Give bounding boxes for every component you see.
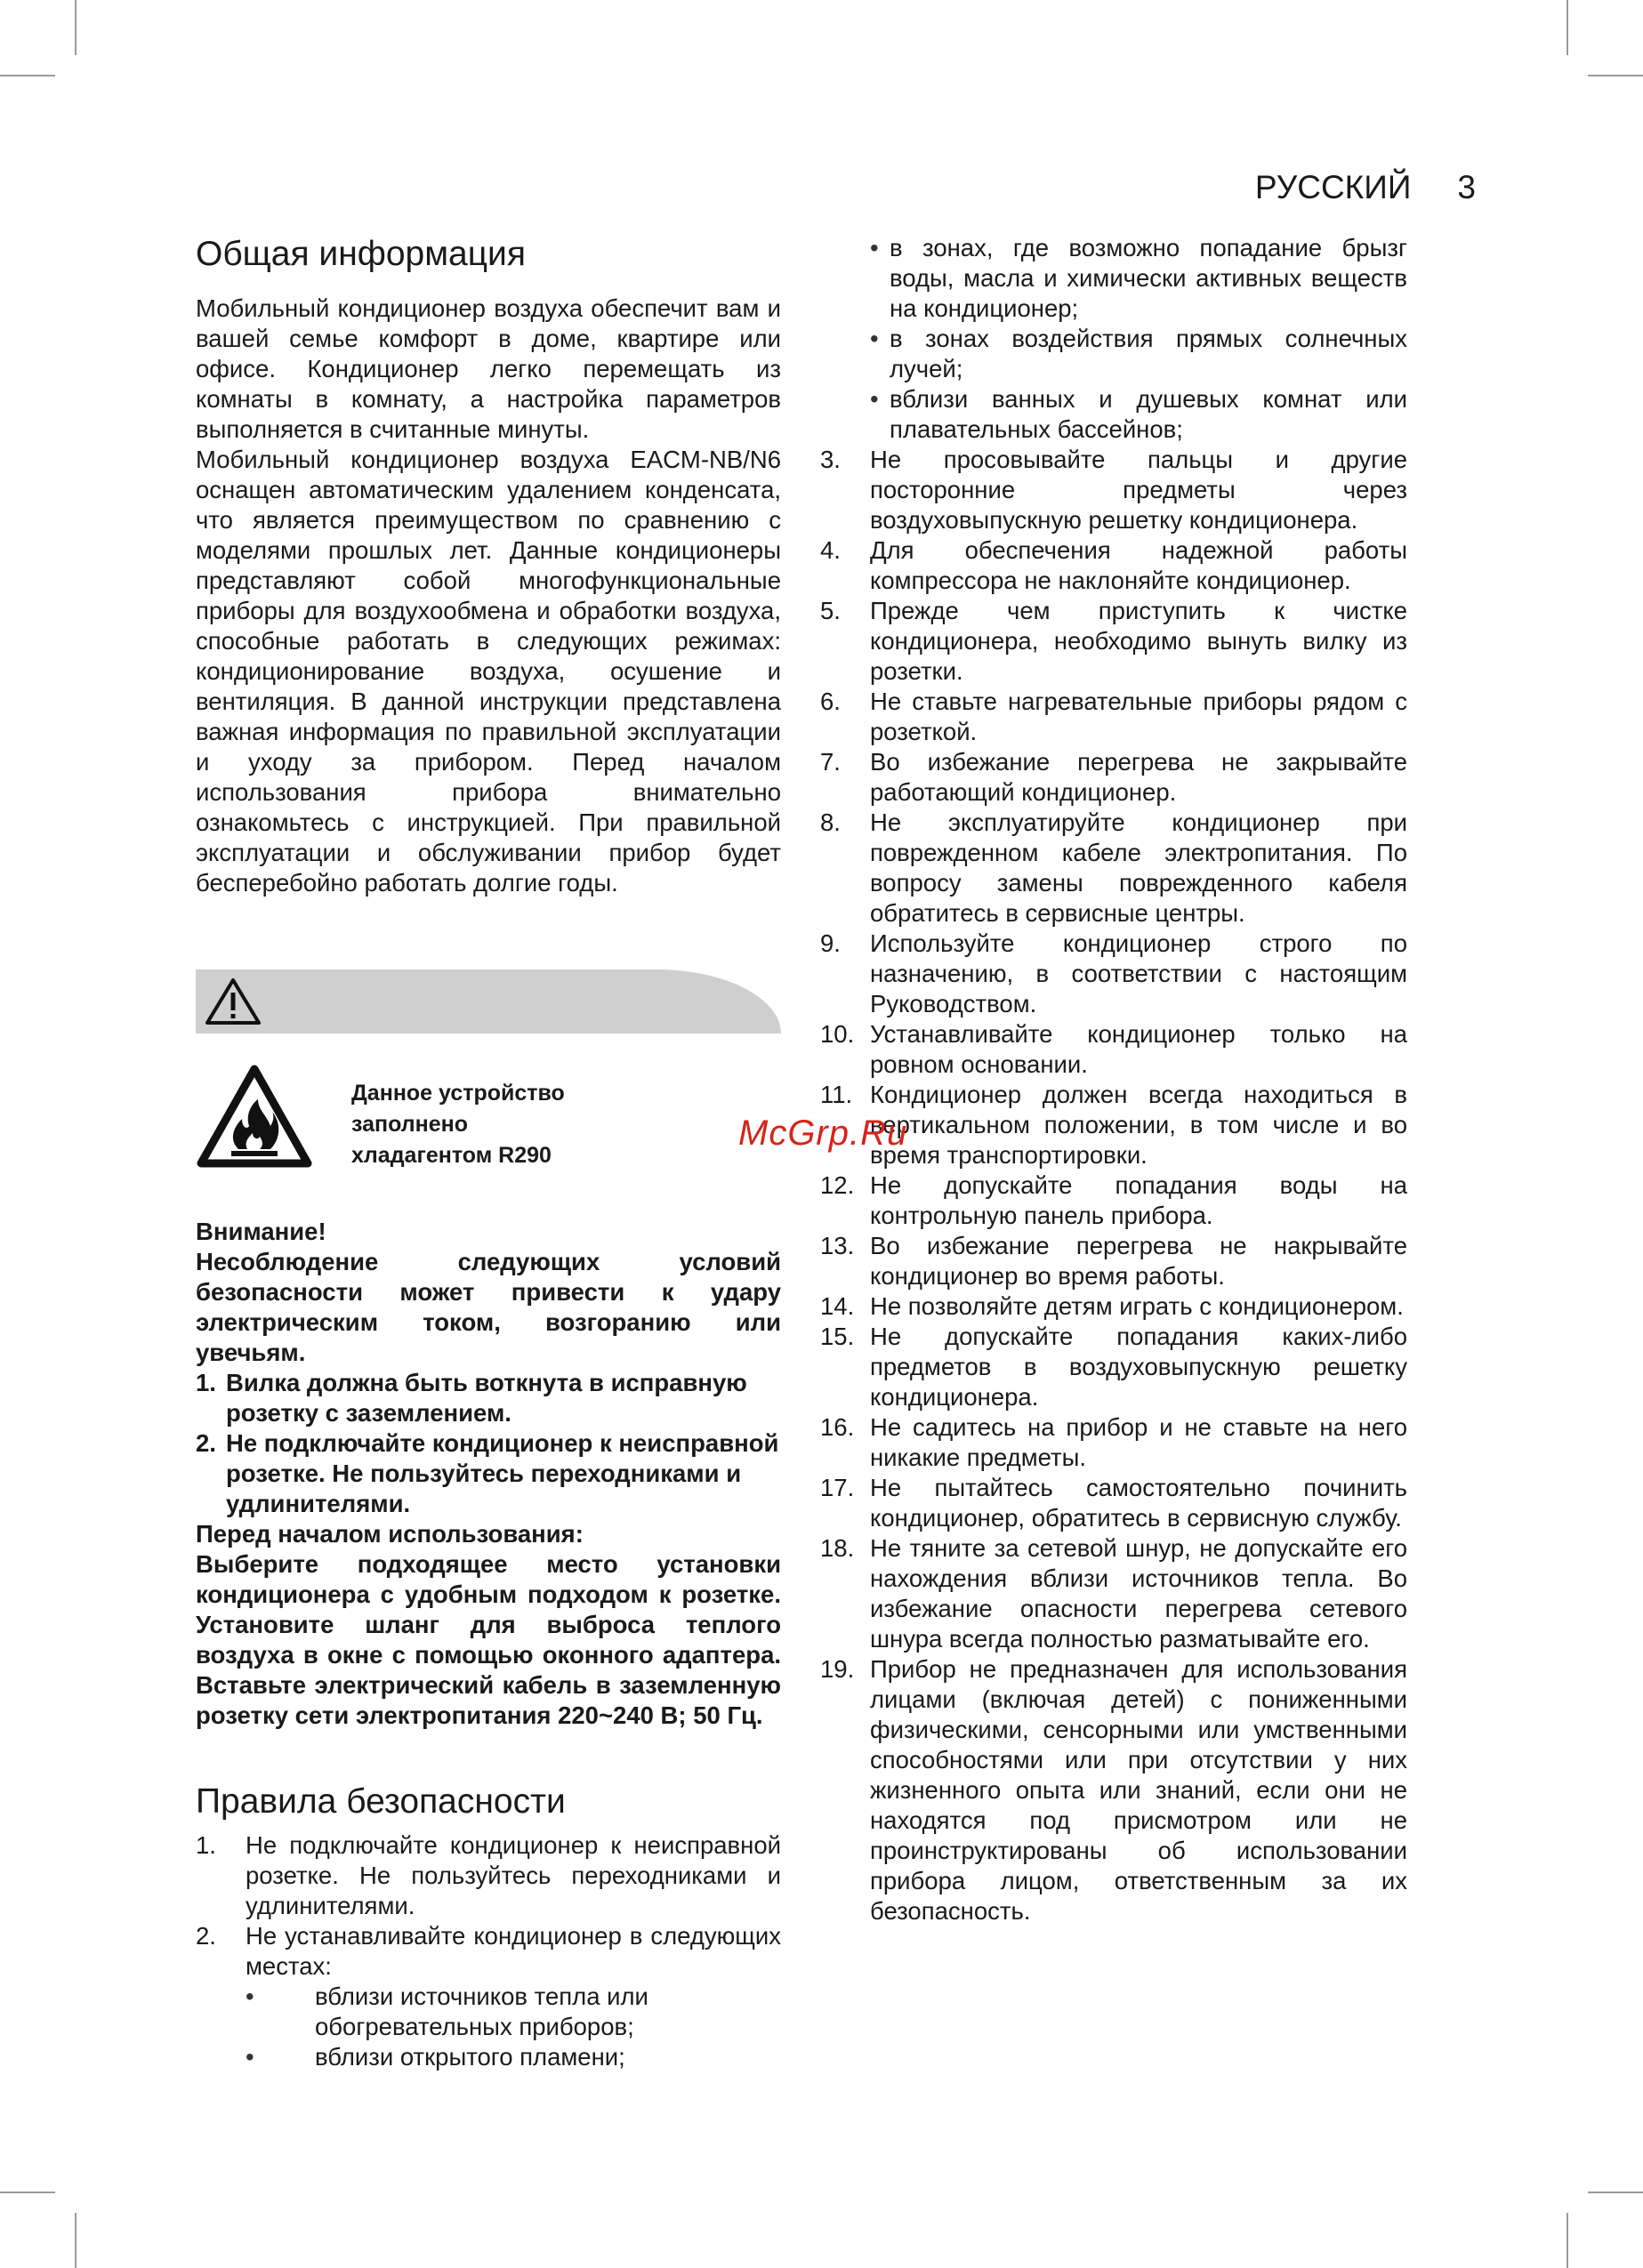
safety-rule-item bbox=[820, 808, 1407, 929]
bullet-text: • в зонах воздействия прямых солнечных лучей; bbox=[890, 325, 1407, 382]
safety-rule-item bbox=[820, 535, 1407, 596]
safety-rule-item bbox=[820, 1170, 1407, 1231]
right-column bbox=[820, 233, 1407, 1926]
item-text: Не позволяйте детям играть с кондиционером. bbox=[870, 1292, 1404, 1320]
item-text: Не подключайте кондиционер к неисправной розетке. Не пользуйтесь переходниками и удлинителями. bbox=[226, 1429, 779, 1517]
crop-mark bbox=[0, 2192, 55, 2193]
section-title-safety: Правила безопасности bbox=[196, 1782, 566, 1821]
location-bullets bbox=[246, 1982, 781, 2072]
item-text: Не допускайте попадания каких-либо предметов в воздуховыпускную решетку кондиционера. bbox=[870, 1323, 1407, 1411]
left-column bbox=[196, 233, 781, 2072]
item-number: 13. bbox=[820, 1232, 855, 1259]
bullet-item: • вблизи открытого пламени; bbox=[265, 2042, 781, 2072]
page-number: 3 bbox=[1457, 169, 1476, 205]
item-number: 1. bbox=[196, 1369, 216, 1396]
warning-heading: Внимание! bbox=[196, 1218, 326, 1245]
item-number: 18. bbox=[820, 1534, 855, 1562]
list-item bbox=[196, 1921, 781, 2072]
bullet-text: • вблизи ванных и душевых комнат или плавательных бассейнов; bbox=[890, 385, 1407, 443]
item-number: 7. bbox=[820, 748, 841, 776]
safety-list-right bbox=[820, 445, 1407, 1926]
item-text: Во избежание перегрева не накрывайте кондиционер во время работы. bbox=[870, 1232, 1407, 1290]
refrigerant-line: Данное устройство bbox=[351, 1081, 565, 1106]
item-number: 17. bbox=[820, 1474, 855, 1501]
crop-mark bbox=[0, 75, 55, 76]
item-text: Не садитесь на прибор и не ставьте на него никакие предметы. bbox=[870, 1413, 1407, 1471]
item-number: 14. bbox=[820, 1292, 855, 1320]
safety-rule-item bbox=[820, 1322, 1407, 1412]
item-number: 5. bbox=[820, 597, 841, 624]
bullet-text: • в зонах, где возможно попадание брызг воды, масла и химически активных веществ на кондиционер; bbox=[890, 234, 1407, 322]
item-text: Не тяните за сетевой шнур, не допускайте его нахождения вблизи источников тепла. Во избежание опасности перегрева сетевого шнура всегда полностью разматывайте его. bbox=[870, 1534, 1407, 1653]
safety-rule-item bbox=[820, 1291, 1407, 1322]
bullet-item bbox=[890, 233, 1407, 324]
item-text: Кондиционер должен всегда находиться в вертикальном положении, в том числе и во время транспортировки. bbox=[870, 1081, 1407, 1169]
item-text: Не пытайтесь самостоятельно починить кондиционер, обратитесь в сервисную службу. bbox=[870, 1474, 1407, 1532]
item-text: Вилка должна быть воткнута в исправную розетку с заземлением. bbox=[226, 1369, 747, 1427]
safety-rule-item bbox=[820, 1533, 1407, 1654]
before-use-heading: Перед началом использования: bbox=[196, 1520, 584, 1548]
item-number: 6. bbox=[820, 688, 841, 715]
item-text: Не ставьте нагревательные приборы рядом с розеткой. bbox=[870, 688, 1407, 745]
safety-section bbox=[196, 1781, 781, 2072]
crop-mark bbox=[1588, 2192, 1643, 2193]
general-paragraph: Мобильный кондиционер воздуха EACM-NB/N6 оснащен автоматическим удалением конденсата, что является преимуществом по сравнению с моделями прошлых лет. Данные кондиционеры представляют собой многофункциональные приборы для воздухообмена и обработки воздуха, способные работать в следующих режимах: кондиционирование воздуха, осушение и вентиляция. В данной инструкции представлена важная информация по правильной эксплуатации и уходу за прибором. Перед началом использования прибора внимательно ознакомьтесь с инструкцией. При правильной эксплуатации и обслуживании прибор будет бесперебойно работать долгие годы. bbox=[196, 446, 781, 897]
list-item bbox=[196, 1368, 781, 1428]
item-number: 10. bbox=[820, 1020, 855, 1048]
item-number: 9. bbox=[820, 929, 841, 957]
warning-intro: Несоблюдение следующих условий безопасности может привести к удару электрическим током, возгоранию или увечьям. bbox=[196, 1248, 781, 1366]
warning-banner bbox=[196, 969, 781, 1033]
item-number: 3. bbox=[820, 446, 841, 473]
watermark: McGrp.Ru bbox=[738, 1114, 908, 1153]
safety-rule-item bbox=[820, 1473, 1407, 1533]
crop-mark bbox=[1566, 0, 1568, 55]
item-text: Не эксплуатируйте кондиционер при поврежденном кабеле электропитания. По вопросу замены поврежденного кабеля обратитесь в сервисные центры. bbox=[870, 808, 1407, 927]
crop-mark bbox=[75, 2213, 77, 2268]
safety-rule-item bbox=[820, 1412, 1407, 1473]
item-number: 11. bbox=[820, 1081, 853, 1108]
item-number: 8. bbox=[820, 808, 841, 836]
crop-mark bbox=[1566, 2213, 1568, 2268]
refrigerant-notice bbox=[351, 1078, 565, 1171]
item-text: Не просовывайте пальцы и другие посторонние предметы через воздуховыпускную решетку кондиционера. bbox=[870, 446, 1407, 534]
list-item bbox=[196, 1830, 781, 1921]
refrigerant-line: хладагентом R290 bbox=[351, 1143, 552, 1168]
item-number: 15. bbox=[820, 1323, 855, 1350]
item-text: Прежде чем приступить к чистке кондиционера, необходимо вынуть вилку из розетки. bbox=[870, 597, 1407, 685]
safety-rule-item bbox=[820, 747, 1407, 808]
safety-rule-item bbox=[820, 596, 1407, 687]
item-number: 4. bbox=[820, 536, 841, 564]
refrigerant-line: заполнено bbox=[351, 1112, 469, 1137]
flammable-notice bbox=[196, 1064, 781, 1206]
item-number: 2. bbox=[196, 1922, 216, 1950]
safety-rule-item bbox=[820, 687, 1407, 747]
item-text: Устанавливайте кондиционер только на ровном основании. bbox=[870, 1020, 1407, 1078]
bullet-item bbox=[890, 324, 1407, 384]
crop-mark bbox=[1588, 75, 1643, 76]
item-text: Не допускайте попадания воды на контрольную панель прибора. bbox=[870, 1171, 1407, 1229]
bullet-item bbox=[890, 384, 1407, 445]
item-number: 2. bbox=[196, 1429, 216, 1457]
general-paragraph: Мобильный кондиционер воздуха обеспечит вам и вашей семье комфорт в доме, квартире или офисе. Кондиционер легко перемещать из комнаты в комнату, а настройка параметров выполняется в считанные минуты. bbox=[196, 294, 781, 443]
section-title-general: Общая информация bbox=[196, 235, 526, 273]
item-number: 1. bbox=[196, 1831, 216, 1859]
item-text: Не подключайте кондиционер к неисправной розетке. Не пользуйтесь переходниками и удлинителями. bbox=[246, 1831, 781, 1919]
safety-rule-item bbox=[820, 1080, 1407, 1170]
safety-rule-item bbox=[820, 929, 1407, 1019]
list-item bbox=[196, 1428, 781, 1519]
location-bullets-continued bbox=[820, 233, 1407, 445]
item-number: 12. bbox=[820, 1171, 855, 1199]
safety-rule-item bbox=[820, 445, 1407, 535]
item-text: Прибор не предназначен для использования лицами (включая детей) с пониженными физическими, сенсорными или умственными способностями или при отсутствии у них жизненного опыта или знаний, если они не находятся под присмотром или не проинструктированы об использовании прибора лицом, ответственным за их безопасность. bbox=[870, 1655, 1407, 1925]
flammable-warning-icon bbox=[196, 1064, 313, 1170]
item-number: 19. bbox=[820, 1655, 855, 1683]
item-text: Во избежание перегрева не закрывайте работающий кондиционер. bbox=[870, 748, 1407, 806]
item-text: Используйте кондиционер строго по назначению, в соответствии с настоящим Руководством. bbox=[870, 929, 1407, 1017]
safety-rule-item bbox=[820, 1654, 1407, 1926]
item-number: 16. bbox=[820, 1413, 855, 1441]
warning-triangle-icon bbox=[205, 977, 262, 1026]
safety-rule-item bbox=[820, 1231, 1407, 1291]
page-header bbox=[1255, 169, 1476, 206]
item-text: Для обеспечения надежной работы компрессора не наклоняйте кондиционер. bbox=[870, 536, 1407, 594]
warning-list bbox=[196, 1368, 781, 1519]
bullet-item: • вблизи источников тепла или обогревательных приборов; bbox=[265, 1982, 781, 2042]
warning-block bbox=[196, 1217, 781, 1731]
before-use-text: Выберите подходящее место установки кондиционера с удобным подходом к розетке. Установите шланг для выброса теплого воздуха в окне с помощью оконного адаптера. Вставьте электрический кабель в заземленную розетку сети электропитания 220~240 В; 50 Гц. bbox=[196, 1550, 781, 1729]
item-text: Не устанавливайте кондиционер в следующих местах: bbox=[246, 1922, 781, 1980]
crop-mark bbox=[75, 0, 77, 55]
safety-list-left bbox=[196, 1830, 781, 2072]
language-label: РУССКИЙ bbox=[1254, 169, 1412, 205]
safety-rule-item bbox=[820, 1019, 1407, 1080]
